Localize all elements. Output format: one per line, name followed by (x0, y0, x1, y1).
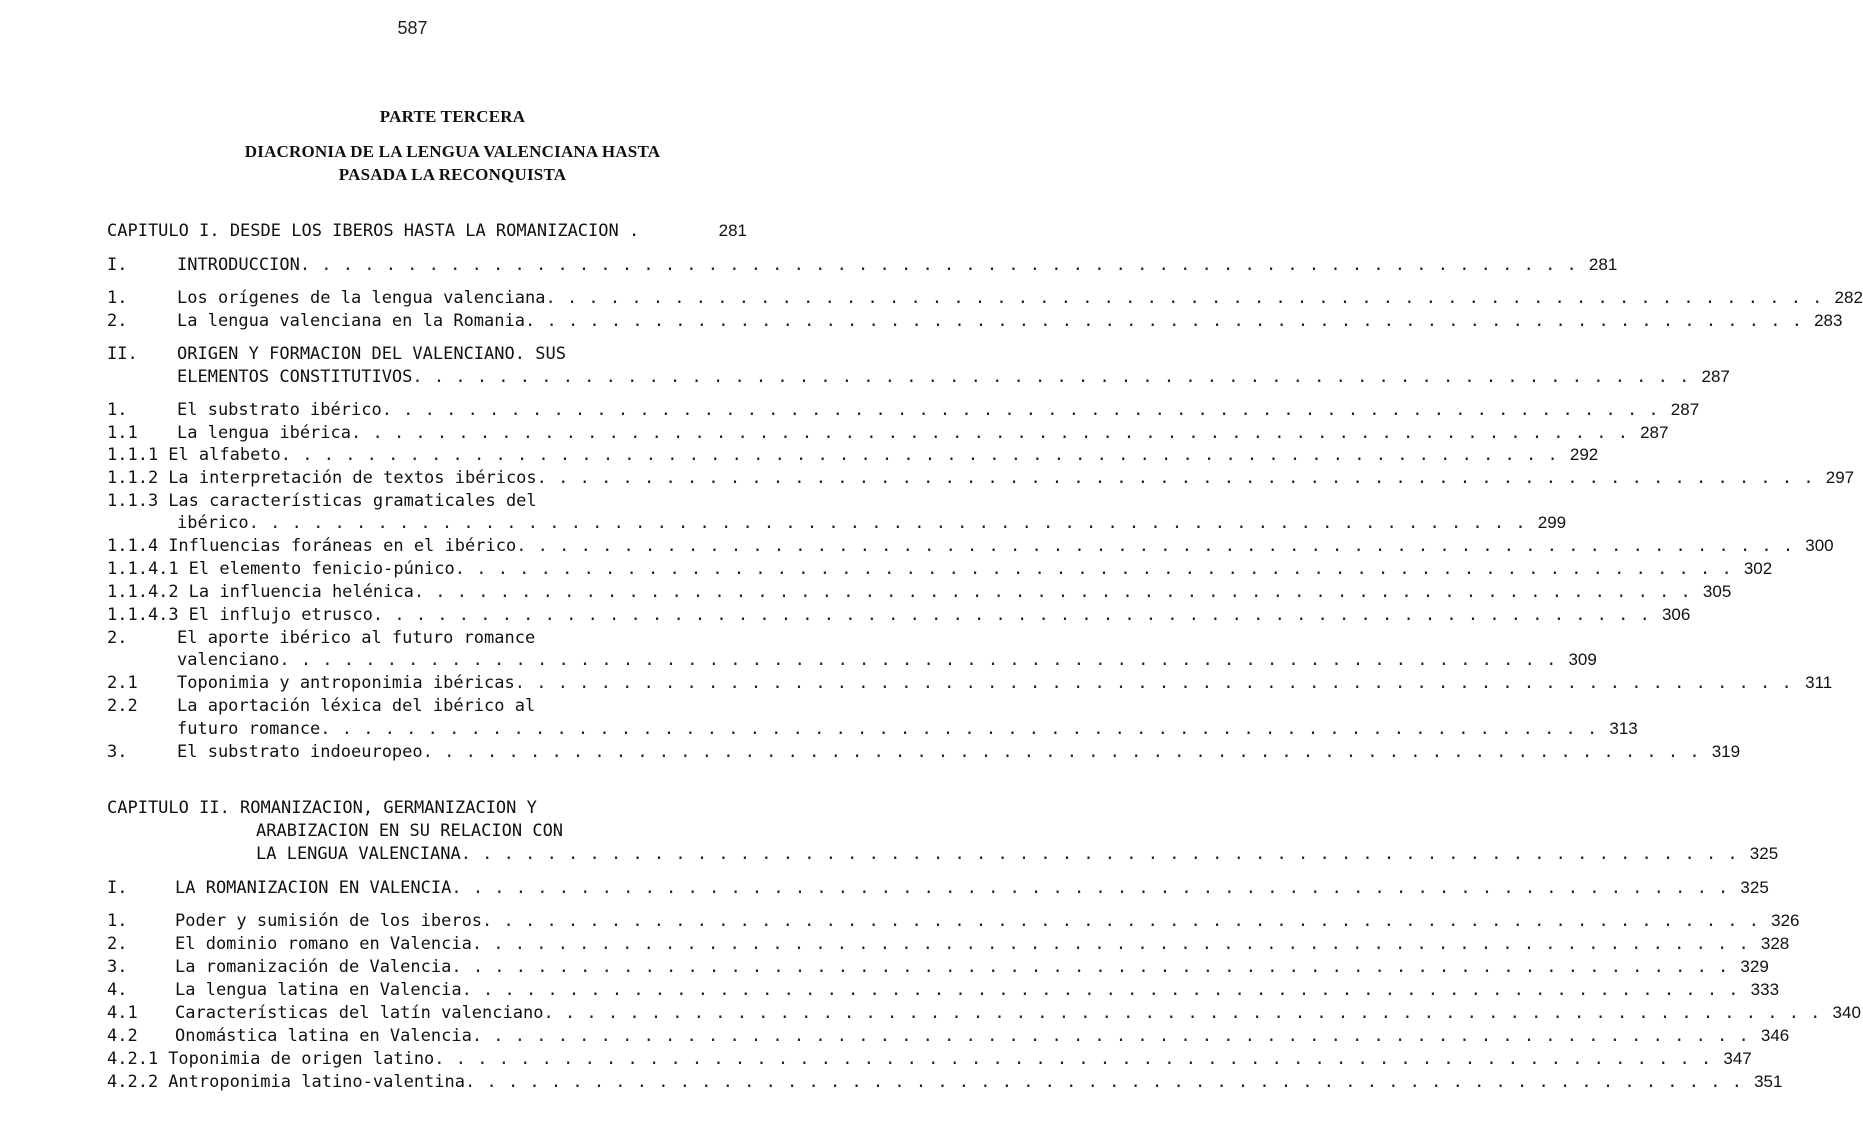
toc-entry-title: ORIGEN Y FORMACION DEL VALENCIANO. SUS (177, 344, 566, 364)
toc-entry-number: I. (107, 878, 128, 898)
toc-entry-number: 2.1 (107, 673, 138, 693)
toc-entry-page: 313 (1609, 719, 1638, 738)
toc-entry-title: CAPITULO II. ROMANIZACION, GERMANIZACION Y (107, 798, 537, 818)
toc-entry-page: 292 (1569, 445, 1599, 464)
page-number: 587 (397, 18, 428, 38)
toc-entry-title: Onomástica latina en Valencia (175, 1026, 472, 1046)
toc-entry (107, 581, 1732, 603)
toc-entry-title: Características del latín valenciano (175, 1003, 544, 1023)
toc-entry (107, 490, 747, 512)
toc-entry-page: 309 (1568, 650, 1597, 669)
toc-entry-title: CAPITULO I. DESDE LOS IBEROS HASTA LA ROMANIZACION . (107, 221, 640, 241)
toc-entry (107, 310, 1843, 332)
toc-entry (107, 444, 1599, 466)
toc-entry-number: 1.1.3 (107, 491, 159, 511)
toc-entry-title: Poder y sumisión de los iberos (175, 911, 483, 931)
toc-entry-number: 3. (107, 742, 128, 762)
toc-entry-page: 283 (1814, 311, 1843, 330)
toc-entry (107, 1025, 1790, 1047)
toc-entry-page: 326 (1771, 911, 1800, 930)
toc-entry (107, 220, 747, 242)
dot-leader: . . . . . . . . . . . . . . . . . . . . . . . . . . . . . . . . . . . . . . . . . . . . . . . . . . . . . . . . . . . . (299, 255, 1578, 275)
toc-entry-title: El aporte ibérico al futuro romance (177, 628, 536, 648)
toc-entry (107, 366, 1730, 388)
toc-entry-number: II. (107, 344, 138, 364)
toc-entry (107, 467, 1855, 489)
toc-entry-page: 333 (1750, 980, 1780, 999)
toc-entry-title: El substrato indoeuropeo (177, 742, 423, 762)
toc-entry (107, 649, 1597, 671)
toc-entry-page: 325 (1740, 878, 1769, 897)
toc-entry-page: 281 (1588, 255, 1618, 274)
toc-entry-page: 282 (1834, 288, 1863, 307)
dot-leader: . . . . . . . . . . . . . . . . . . . . . . . . . . . . . . . . . . . . . . . . . . . . . . . . . . . . . . . . . . . . (434, 1049, 1712, 1069)
toc-entry-title: Toponimia y antroponimia ibéricas (177, 673, 515, 693)
toc-entry-page: 311 (1805, 673, 1833, 692)
toc-entry-number: 4.1 (107, 1003, 138, 1023)
toc-entry-number: 1.1.4.2 (107, 582, 179, 602)
toc-entry-page: 340 (1832, 1003, 1861, 1022)
toc-entry-number: 4.2 (107, 1026, 138, 1046)
toc-entry (107, 820, 747, 842)
toc-entry (107, 695, 747, 717)
toc-entry-title: La lengua ibérica (177, 423, 351, 443)
toc-entry-page: 346 (1760, 1026, 1790, 1045)
dot-leader: . . . . . . . . . . . . . . . . . . . . . . . . . . . . . . . . . . . . . . . . . . . . . . . . . . . . . . . . . . . . (351, 423, 1629, 443)
toc-entry (107, 1071, 1783, 1093)
toc-entry-page: 299 (1537, 513, 1567, 532)
dot-leader: . . . . . . . . . . . . . . . . . . . . . . . . . . . . . . . . . . . . . . . . . . . . . . . . . . . . . . . . . . . . (451, 878, 1729, 898)
toc-entry-page: 319 (1711, 742, 1741, 761)
toc-entry (107, 910, 1800, 932)
part-heading: PARTE TERCERA (379, 107, 526, 126)
toc-entry (107, 1002, 1861, 1024)
toc-entry (107, 718, 1638, 740)
dot-leader: . . . . . . . . . . . . . . . . . . . . . . . . . . . . . . . . . . . . . . . . . . . . . . . . . . . . . . . . . . . . (536, 468, 1815, 488)
toc-entry (107, 933, 1790, 955)
dot-leader: . . . . . . . . . . . . . . . . . . . . . . . . . . . . . . . . . . . . . . . . . . . . . . . . . . . . . . . . . . . . (248, 513, 1527, 533)
dot-leader: . . . . . . . . . . . . . . . . . . . . . . . . . . . . . . . . . . . . . . . . . . . . . . . . . . . . . . . . . . . . (543, 1003, 1821, 1023)
toc-entry (107, 797, 747, 819)
toc-entry-page: 329 (1740, 957, 1769, 976)
dot-leader: . . . . . . . . . . . . . . . . . . . . . . . . . . . . . . . . . . . . . . . . . . . . . . . . . . . . . . . . . . . . (461, 980, 1740, 1000)
toc-entry-number: 4.2.1 (107, 1049, 159, 1069)
toc-entry-number: 1.1.2 (107, 468, 159, 488)
toc-entry-title: valenciano (177, 650, 280, 670)
toc-entry-title: Influencias foráneas en el ibérico (168, 536, 517, 556)
toc-entry (107, 843, 1779, 865)
toc-entry-page: 302 (1743, 559, 1773, 578)
dot-leader: . . . . . . . . . . . . . . . . . . . . . . . . . . . . . . . . . . . . . . . . . . . . . . . . . . . . . . . . . . . . (482, 911, 1760, 931)
toc-entry (107, 604, 1691, 626)
toc-entry (107, 287, 1863, 309)
toc-entry-number: 2. (107, 628, 128, 648)
toc-entry-number: 1.1.4.1 (107, 559, 179, 579)
dot-leader: . . . . . . . . . . . . . . . . . . . . . . . . . . . . . . . . . . . . . . . . . . . . . . . . . . . . . . . . . . . . (525, 311, 1803, 331)
dot-leader: . . . . . . . . . . . . . . . . . . . . . . . . . . . . . . . . . . . . . . . . . . . . . . . . . . . . . . . . . . . . (320, 719, 1598, 739)
toc-entry-number: 1. (107, 911, 128, 931)
toc-entry-page: 287 (1640, 423, 1669, 442)
toc-entry-page: 351 (1754, 1072, 1783, 1091)
dot-leader: . . . . . . . . . . . . . . . . . . . . . . . . . . . . . . . . . . . . . . . . . . . . . . . . . . . . . . . . . . . . (516, 536, 1794, 556)
toc-entry (107, 1048, 1752, 1070)
toc-entry-title: futuro romance (177, 719, 321, 739)
dot-leader: . . . . . . . . . . . . . . . . . . . . . . . . . . . . . . . . . . . . . . . . . . . . . . . . . . . . . . . . . . . . (422, 742, 1701, 762)
dot-leader: . . . . . . . . . . . . . . . . . . . . . . . . . . . . . . . . . . . . . . . . . . . . . . . . . . . . . . . . . . . . (454, 559, 1733, 579)
dot-leader: . . . . . . . . . . . . . . . . . . . . . . . . . . . . . . . . . . . . . . . . . . . . . . . . . . . . . . . . . . . . (471, 1026, 1750, 1046)
toc-entry-title: El dominio romano en Valencia (175, 934, 472, 954)
dot-leader: . . . . . . . . . . . . . . . . . . . . . . . . . . . . . . . . . . . . . . . . . . . . . . . . . . . . . . . . . . . . (413, 582, 1692, 602)
toc-entry-title: El elemento fenicio-púnico (188, 559, 455, 579)
toc-entry (107, 627, 747, 649)
dot-leader: . . . . . . . . . . . . . . . . . . . . . . . . . . . . . . . . . . . . . . . . . . . . . . . . . . . . . . . . . . . . (381, 400, 1660, 420)
toc-entry-title: Toponimia de origen latino (168, 1049, 435, 1069)
toc-entry (107, 558, 1773, 580)
toc-entry (107, 343, 747, 365)
toc-entry-title: Los orígenes de la lengua valenciana (177, 288, 546, 308)
toc-entry-title: El substrato ibérico (177, 400, 382, 420)
dot-leader: . . . . . . . . . . . . . . . . . . . . . . . . . . . . . . . . . . . . . . . . . . . . . . . . . . . . . . . . . . . . (279, 650, 1557, 670)
toc-entry (107, 956, 1769, 978)
toc-entry-page: 328 (1760, 934, 1790, 953)
toc-entry-page: 281 (718, 221, 747, 240)
dot-leader: . . . . . . . . . . . . . . . . . . . . . . . . . . . . . . . . . . . . . . . . . . . . . . . . . . . . . . . . . . . . (471, 934, 1750, 954)
toc-entry-title: ARABIZACION EN SU RELACION CON (256, 821, 564, 841)
toc-entry-page: 287 (1701, 367, 1730, 386)
toc-entry-page: 306 (1661, 605, 1691, 624)
toc-entry (107, 512, 1567, 534)
toc-entry-title: Antroponimia latino-valentina (168, 1072, 465, 1092)
toc-entry (107, 979, 1780, 1001)
toc-entry (107, 254, 1618, 276)
toc-entry-title: La aportación léxica del ibérico al (177, 696, 536, 716)
toc-entry-title: LA LENGUA VALENCIANA (256, 844, 461, 864)
toc-entry-title: El alfabeto (168, 445, 281, 465)
toc-entry-number: 4.2.2 (107, 1072, 159, 1092)
dot-leader: . . . . . . . . . . . . . . . . . . . . . . . . . . . . . . . . . . . . . . . . . . . . . . . . . . . . . . . . . . . . (514, 673, 1793, 693)
dot-leader: . . . . . . . . . . . . . . . . . . . . . . . . . . . . . . . . . . . . . . . . . . . . . . . . . . . . . . . . . . . . (372, 605, 1651, 625)
title-line-2: PASADA LA RECONQUISTA (338, 165, 567, 184)
title-line-1: DIACRONIA DE LA LENGUA VALENCIANA HASTA (244, 142, 661, 161)
toc-entry-title: LA ROMANIZACION EN VALENCIA (175, 878, 452, 898)
toc-entry (107, 672, 1833, 694)
toc-entry-title: La romanización de Valencia (175, 957, 452, 977)
dot-leader: . . . . . . . . . . . . . . . . . . . . . . . . . . . . . . . . . . . . . . . . . . . . . . . . . . . . . . . . . . . . (460, 844, 1739, 864)
toc-entry-number: 1. (107, 400, 128, 420)
toc-entry-number: 1. (107, 288, 128, 308)
toc-entry-page: 297 (1825, 468, 1855, 487)
toc-entry-title: La influencia helénica (188, 582, 414, 602)
toc-entry-title: El influjo etrusco (188, 605, 373, 625)
toc-entry-title: ibérico (177, 513, 249, 533)
toc-entry-number: 1.1.4.3 (107, 605, 179, 625)
toc-entry-number: 2. (107, 311, 128, 331)
toc-entry (107, 422, 1669, 444)
toc-entry (107, 741, 1741, 763)
toc-entry-page: 300 (1805, 536, 1834, 555)
toc-entry-number: 1.1 (107, 423, 138, 443)
toc-entry (107, 399, 1700, 421)
toc-entry-number: 4. (107, 980, 128, 1000)
toc-entry-title: INTRODUCCION (177, 255, 300, 275)
toc-entry-title: ELEMENTOS CONSTITUTIVOS (177, 367, 413, 387)
toc-entry-number: 1.1.4 (107, 536, 159, 556)
toc-entry-page: 305 (1702, 582, 1732, 601)
toc-entry-number: 2.2 (107, 696, 138, 716)
dot-leader: . . . . . . . . . . . . . . . . . . . . . . . . . . . . . . . . . . . . . . . . . . . . . . . . . . . . . . . . . . . . (465, 1072, 1743, 1092)
dot-leader: . . . . . . . . . . . . . . . . . . . . . . . . . . . . . . . . . . . . . . . . . . . . . . . . . . . . . . . . . . . . (280, 445, 1559, 465)
dot-leader: . . . . . . . . . . . . . . . . . . . . . . . . . . . . . . . . . . . . . . . . . . . . . . . . . . . . . . . . . . . . (451, 957, 1729, 977)
toc-entry-number: 2. (107, 934, 128, 954)
toc-entry-number: 1.1.1 (107, 445, 159, 465)
toc-entry-title: La interpretación de textos ibéricos (168, 468, 537, 488)
toc-entry (107, 877, 1769, 899)
toc-entry-page: 287 (1670, 400, 1700, 419)
toc-entry-title: La lengua valenciana en la Romania (177, 311, 525, 331)
toc-entry-title: Las características gramaticales del (168, 491, 537, 511)
toc-entry (107, 535, 1834, 557)
toc-entry-title: La lengua latina en Valencia (175, 980, 462, 1000)
toc-entry-page: 325 (1749, 844, 1779, 863)
dot-leader: . . . . . . . . . . . . . . . . . . . . . . . . . . . . . . . . . . . . . . . . . . . . . . . . . . . . . . . . . . . . (412, 367, 1690, 387)
toc-entry-number: 3. (107, 957, 128, 977)
toc-entry-number: I. (107, 255, 128, 275)
dot-leader: . . . . . . . . . . . . . . . . . . . . . . . . . . . . . . . . . . . . . . . . . . . . . . . . . . . . . . . . . . . . (545, 288, 1823, 308)
toc-entry-page: 347 (1723, 1049, 1752, 1068)
